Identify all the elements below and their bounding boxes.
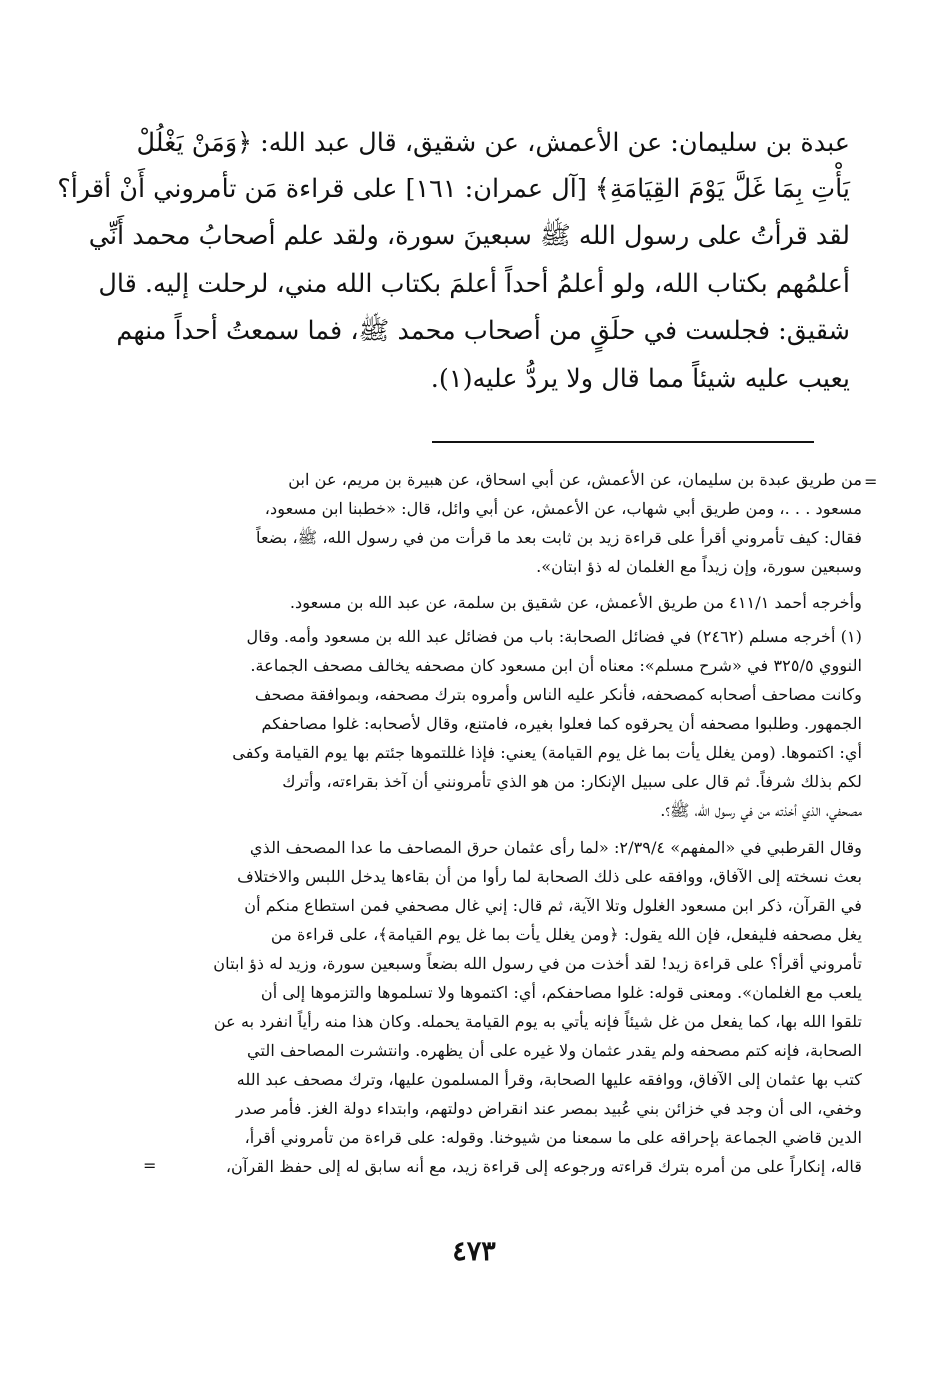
- main-text-line: شقيق: فجلست في حلَقٍ من أصحاب محمد ﷺ، فما سمعتُ أحداً منهم: [116, 316, 850, 346]
- footnote-line: يلعب مع الغلمان». ومعنى قوله: غلوا مصاحفكم، أي: اكتموها ولا تسلموها والتزموها إلى أن: [260, 983, 862, 1002]
- footnote-line: وخفي، الى أن وجد في خزائن بني عُبيد بمصر عند انقراض دولتهم، وابتداء دولة الغز. فأمر صدر: [236, 1099, 862, 1118]
- footnote-line: الجمهور. وطلبوا مصحفه أن يحرقوه كما فعلوا بغيره، فامتنع، وقال لأصحابه: غلوا مصاحفكم: [261, 714, 862, 733]
- footnote-line: النووي ٣٢٥/٥ في «شرح مسلم»: معناه أن ابن مسعود كان مصحفه يخالف مصحف الجماعة.: [250, 656, 862, 675]
- footnote-line: قاله، إنكاراً على من أمره بترك قراءته ورجوعه إلى قراءة زيد، مع أنه سابق له إلى حفظ القرآن،: [225, 1157, 862, 1176]
- footnote-line: الدين قاضي الجماعة بإحراقه على ما سمعنا من شيوخنا. وقوله: على قراءة من تأمروني أقرأ،: [244, 1128, 862, 1147]
- footnote-line: كتب بها عثمان إلى الآفاق، ووافقه عليها الصحابة، وقرأ المسلمون عليها، وترك مصحف عبد الله: [236, 1070, 862, 1089]
- footnote-line: مصحفي، الذي أخذته من في رسول الله، ﷺ؟.: [660, 801, 862, 820]
- footnote-continuation-marker: =: [864, 472, 878, 491]
- footnote-line: في القرآن، ذكر ابن مسعود الغلول وتلا الآية، ثم قال: إني غال مصحفي فمن استطاع منكم أن: [244, 896, 862, 915]
- main-text-line: عبدة بن سليمان: عن الأعمش، عن شقيق، قال عبد الله: ﴿وَمَنْ يَغْلُلْ: [136, 128, 850, 158]
- footnote-line: وكانت مصاحف أصحابه كمصحفه، فأنكر عليه الناس وأمروه بترك مصحفه، وبموافقة مصحف: [254, 685, 862, 704]
- footnote-line: وسبعين سورة، وإن زيداً مع الغلمان له ذؤ ابتان».: [536, 557, 862, 576]
- footnote-separator: [432, 441, 814, 443]
- page-number: ٤٧٣: [452, 1236, 496, 1267]
- main-text: [57, 120, 850, 410]
- footnote-line: فقال: كيف تأمروني أقرأ على قراءة زيد بن ثابت بعد ما قرأت من في رسول الله، ﷺ، بضعاً: [256, 528, 862, 547]
- main-text-line: أعلمُهم بكتاب الله، ولو أعلمُ أحداً أعلمَ بكتاب الله مني، لرحلت إليه. قال: [98, 269, 850, 299]
- footnote-line: وأخرجه أحمد ٤١١/١ من طريق الأعمش، عن شقيق بن سلمة، عن عبد الله بن مسعود.: [289, 593, 862, 612]
- main-text-line: يعيب عليه شيئاً مما قال ولا يردُّ عليه(١).: [430, 364, 850, 394]
- footnote-line: بعث نسخته إلى الآفاق، ووافقه على ذلك الصحابة لما رأوا من أن بقاءها يدخل اللبس والاختلاف: [237, 867, 862, 886]
- footnote-line: الصحابة، فإنه كتم مصحفه ولم يقدر عثمان ولا غيره على أن يظهره. وانتشرت المصاحف التي: [247, 1041, 862, 1060]
- footnotes: [150, 466, 862, 1226]
- footnote-line: لكم بذلك شرفاً. ثم قال على سبيل الإنكار: من هو الذي تأمرونني أن آخذ بقراءته، وأترك: [282, 772, 862, 791]
- footnote-line: أي: اكتموها. (ومن يغلل يأت بما غل يوم القيامة) يعني: فإذا غللتموها جئتم بها يوم القيامة وكفى: [232, 743, 862, 762]
- footnote-line: (١) أخرجه مسلم (٢٤٦٢) في فضائل الصحابة: باب من فضائل عبد الله بن مسعود وأمه. وقال: [246, 627, 862, 646]
- footnote-end-marker: =: [143, 1156, 157, 1175]
- footnote-line: يغل مصحفه فليفعل، فإن الله يقول: ﴿ومن يغلل يأت بما غل يوم القيامة﴾، على قراءة من: [270, 925, 862, 944]
- footnote-line: مسعود . . .، ومن طريق أبي شهاب، عن الأعمش، عن أبي وائل، قال: «خطبنا ابن مسعود،: [264, 499, 862, 518]
- footnote-line: تلقوا الله بها، كما يفعل من غل شيئاً فإنه يأتي به يوم القيامة يحمله. وكان هذا منه رأياً انفرد به عن: [213, 1012, 862, 1031]
- main-text-line: يَأْتِ بِمَا غَلَّ يَوْمَ القِيَامَةِ﴾ [آل عمران: ١٦١] على قراءة مَن تأمروني أَنْ أقرأ؟: [57, 174, 850, 204]
- main-text-line: لقد قرأتُ على رسول الله ﷺ سبعينَ سورة، ولقد علم أصحابُ محمد أَنِّي: [88, 221, 850, 251]
- footnote-line: من طريق عبدة بن سليمان، عن الأعمش، عن أبي اسحاق، عن هبيرة بن مريم، عن ابن: [288, 470, 862, 489]
- footnote-line: تأمروني أقرأ؟ على قراءة زيد! لقد أخذت من في رسول الله بضعاً وسبعين سورة، وزيد له ذؤ ابتان: [213, 954, 862, 973]
- footnote-line: وقال القرطبي في «المفهم» ٢/٣٩/٤: «لما رأى عثمان حرق المصاحف ما عدا المصحف الذي: [249, 838, 862, 857]
